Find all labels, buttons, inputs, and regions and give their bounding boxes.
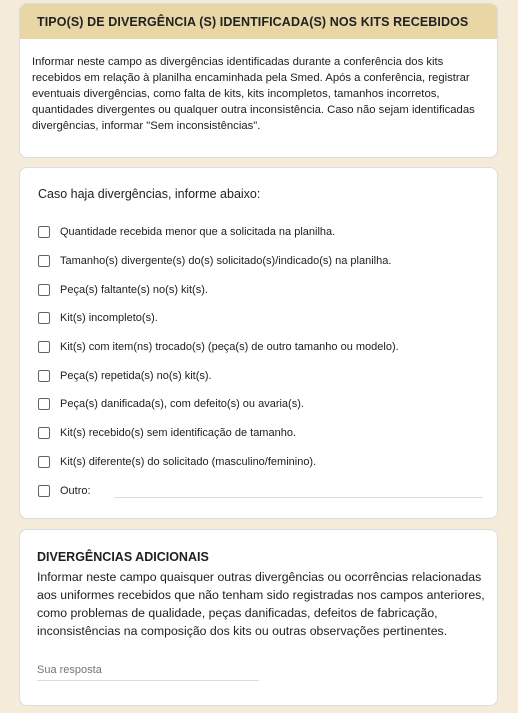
checklist-option-other[interactable] [38, 476, 483, 505]
checkbox-icon[interactable] [38, 341, 50, 353]
checklist-option-label: Tamanho(s) divergente(s) do(s) solicitado(s)/indicado(s) na planilha. [60, 255, 392, 268]
checklist-option-label: Kit(s) diferente(s) do solicitado (masculino/feminino). [60, 455, 317, 468]
section-title: TIPO(S) DE DIVERGÊNCIA (S) IDENTIFICADA(S) NOS KITS RECEBIDOS [37, 14, 469, 29]
other-text-input[interactable] [114, 497, 483, 498]
checkbox-icon[interactable] [38, 226, 50, 238]
checklist-option[interactable] [38, 419, 483, 448]
checklist-option[interactable] [38, 218, 483, 247]
checkbox-icon[interactable] [38, 370, 50, 382]
checklist-option-label: Peça(s) danificada(s), com defeito(s) ou avaria(s). [60, 398, 304, 411]
checklist-option-label: Quantidade recebida menor que a solicitada na planilha. [60, 226, 336, 239]
checkbox-icon[interactable] [38, 398, 50, 410]
checklist-question: Caso haja divergências, informe abaixo: [38, 187, 261, 201]
checkbox-icon[interactable] [38, 485, 50, 497]
checkbox-icon[interactable] [38, 427, 50, 439]
checklist-option-label: Peça(s) faltante(s) no(s) kit(s). [60, 283, 208, 296]
additional-divergences-card [19, 529, 498, 706]
section-description: Informar neste campo as divergências identificadas durante a conferência dos kits recebidos em relação à planilha encaminhada pela Smed. Após a conferência, registrar eventuais divergências, como falta de kits, kits incompletos, tamanhos incorretos, quantidades divergentes ou qualquer outra inconsistência. Caso não sejam identificadas divergências, informar "Sem inconsistências". [32, 56, 475, 132]
checklist-option-label: Kit(s) incompleto(s). [60, 312, 158, 325]
checklist-option[interactable] [38, 390, 483, 419]
checklist-option-label: Kit(s) recebido(s) sem identificação de tamanho. [60, 427, 296, 440]
additional-title: DIVERGÊNCIAS ADICIONAIS [37, 550, 209, 564]
section-title-bar [20, 4, 497, 39]
additional-description: Informar neste campo quaisquer outras divergências ou ocorrências relacionadas aos uniformes recebidos que não tenham sido registradas nos campos anteriores, como problemas de qualidade, peças danificadas, defeitos de fabricação, inconsistências na composição dos kits ou outras observações pertinentes. [37, 570, 485, 638]
checklist-option[interactable] [38, 247, 483, 276]
checkbox-icon[interactable] [38, 255, 50, 267]
checkbox-icon[interactable] [38, 312, 50, 324]
section-header-card [19, 3, 498, 158]
checklist-option-label: Peça(s) repetida(s) no(s) kit(s). [60, 369, 212, 382]
answer-input[interactable] [37, 660, 259, 681]
checklist-option-label: Kit(s) com item(ns) trocado(s) (peça(s) de outro tamanho ou modelo). [60, 341, 399, 354]
checklist-option[interactable] [38, 448, 483, 477]
other-option-label: Outro: [60, 484, 91, 497]
checklist-option[interactable] [38, 361, 483, 390]
checklist-option[interactable] [38, 304, 483, 333]
checkbox-icon[interactable] [38, 284, 50, 296]
checklist-option[interactable] [38, 333, 483, 362]
divergence-checklist-card [19, 167, 498, 519]
checkbox-icon[interactable] [38, 456, 50, 468]
checklist-option[interactable] [38, 275, 483, 304]
checklist-options [38, 218, 483, 505]
